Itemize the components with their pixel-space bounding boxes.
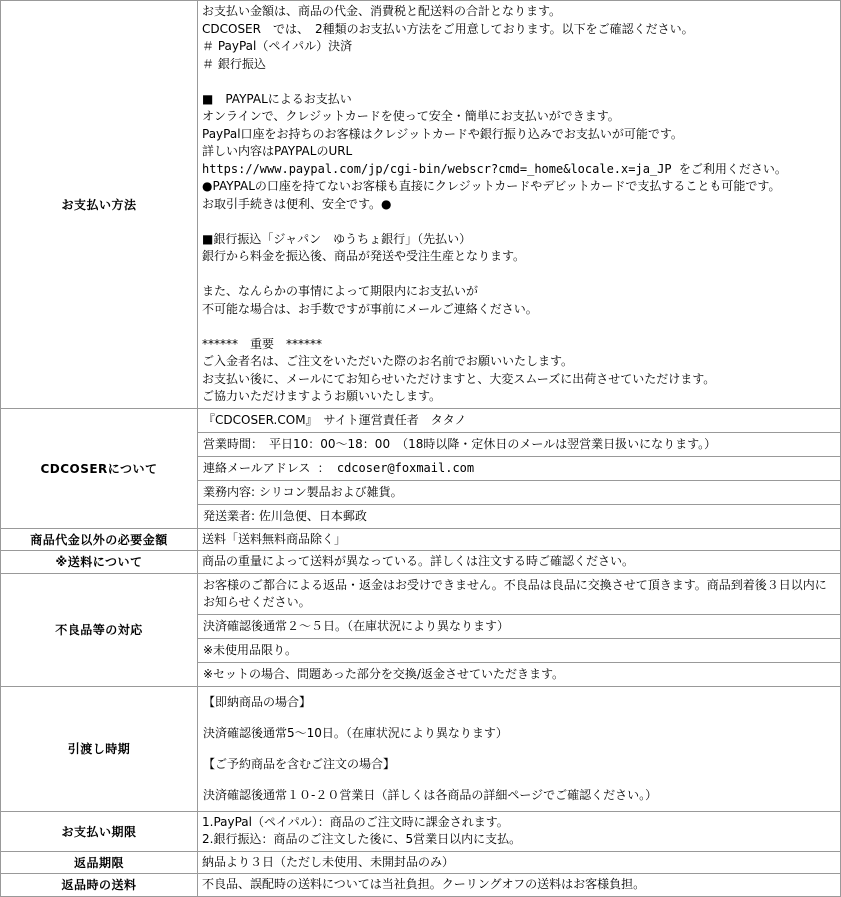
- sub-row: [198, 456, 840, 480]
- content-line: ＃ 銀行振込: [202, 56, 266, 71]
- row-content: [198, 408, 841, 528]
- table-row: [1, 874, 841, 897]
- sub-row: [198, 480, 840, 504]
- content-line: CDCOSER では、 2種類のお支払い方法をご用意しております。以下をご確認ください。: [202, 21, 694, 36]
- sub-cell: 発送業者: 佐川急便、日本郵政: [203, 508, 367, 523]
- content-line: ■ PAYPALによるお支払い: [202, 91, 352, 106]
- spacer-line: [202, 213, 836, 231]
- content-block: [198, 874, 840, 896]
- sub-row: [198, 638, 840, 662]
- sub-row: [198, 504, 840, 528]
- content-line: ご協力いただけますようお願いいたします。: [202, 389, 442, 403]
- content-line: ****** 重要 ******: [202, 336, 323, 351]
- table-row: [1, 851, 841, 874]
- content-line: ■銀行振込「ジャパン ゆうちょ銀行」（先払い）: [202, 231, 472, 246]
- content-line: 銀行から料金を振込後、商品が発送や受注生産となります。: [202, 249, 526, 263]
- content-line: ＃ PayPal（ペイパル）決済: [202, 39, 353, 53]
- spacer-line: [202, 266, 836, 284]
- content-line: PayPal口座をお持ちのお客様はクレジットカードや銀行振り込みでお支払いが可能です。: [202, 126, 683, 141]
- table-row: [1, 811, 841, 851]
- content-line: 詳しい内容はPAYPALのURL: [202, 144, 353, 158]
- table-row: [1, 686, 841, 811]
- row-content: [198, 528, 841, 551]
- row-label: 返品時の送料: [1, 874, 198, 897]
- content-line: オンラインで、クレジットカードを使って安全・簡単にお支払いができます。: [202, 109, 620, 123]
- content-block: [198, 529, 840, 551]
- content-line: お取引手続きは便利、安全です。●: [202, 196, 392, 211]
- content-line: ●PAYPALの口座を持てないお客様も直接にクレジットカードやデビットカードで支払することも可能です。: [202, 179, 781, 193]
- content-line: https://www.paypal.com/jp/cgi-bin/webscr?cmd=_home&locale.x=ja_JP をご利用ください。: [202, 161, 787, 176]
- table-row: [1, 551, 841, 574]
- sub-cell: ※未使用品限り。: [198, 638, 840, 662]
- row-label: 商品代金以外の必要金額: [1, 528, 198, 551]
- row-label: お支払い方法: [1, 1, 198, 409]
- sub-cell: 『CDCOSER.COM』 サイト運営責任者 タタノ: [198, 409, 840, 433]
- content-line: 決済確認後通常１０-２０営業日（詳しくは各商品の詳細ページでご確認ください。）: [203, 787, 658, 802]
- table-row: [1, 408, 841, 528]
- sub-cell: ※セットの場合、問題あった部分を交換/返金させていただきます。: [203, 666, 565, 681]
- content-block: [198, 687, 840, 811]
- content-line: 【ご予約商品を含むご注文の場合】: [203, 756, 396, 771]
- row-label: 引渡し時期: [1, 686, 198, 811]
- content-line: また、なんらかの事情によって期限内にお支払いが: [202, 284, 479, 298]
- row-content: [198, 1, 841, 409]
- spacer-line: [202, 318, 836, 336]
- content-line: 2.銀行振込：商品のご注文した後に、5営業日以内に支払。: [202, 832, 522, 846]
- sub-table: [198, 574, 840, 686]
- row-content: [198, 851, 841, 874]
- content-block: [198, 812, 840, 851]
- spacer-line: [202, 73, 836, 91]
- table-body: [1, 1, 841, 897]
- table-row: [1, 528, 841, 551]
- content-line: 1.PayPal（ペイパル）：商品のご注文時に課金されます。: [202, 814, 509, 829]
- sub-row: [198, 614, 840, 638]
- sub-row: [198, 662, 840, 686]
- row-content: [198, 551, 841, 574]
- content-line: お支払い後に、メールにてお知らせいただけますと、大変スムーズに出荷させていただけます。: [202, 371, 716, 386]
- content-block: [198, 852, 840, 874]
- sub-cell: 決済確認後通常２～５日。（在庫状況により異なります）: [198, 614, 840, 638]
- content-line: 決済確認後通常5～10日。（在庫状況により異なります）: [203, 725, 508, 740]
- sub-cell: 連絡メールアドレス ： cdcoser@foxmail.com: [198, 456, 840, 480]
- table-row: [1, 573, 841, 686]
- content-block: [198, 551, 840, 573]
- row-label: ※送料について: [1, 551, 198, 574]
- content-line: 送料「送料無料商品除く」: [202, 531, 347, 546]
- sub-cell: お客様のご都合による返品・返金はお受けできません。不良品は良品に交換させて頂きます。商品到着後３日以内にお知らせください。: [198, 574, 840, 615]
- sub-row: [198, 409, 840, 433]
- sub-cell: 業務内容: シリコン製品および雑貨。: [198, 480, 840, 504]
- row-label: お支払い期限: [1, 811, 198, 851]
- sub-cell: 営業時間： 平日10：00～18：00 （18時以降・定休日のメールは翌営業日扱いになります。）: [198, 432, 840, 456]
- table-row: [1, 1, 841, 409]
- row-content: [198, 573, 841, 686]
- row-label: 不良品等の対応: [1, 573, 198, 686]
- content-line: お支払い金額は、商品の代金、消費税と配送料の合計となります。: [202, 4, 562, 18]
- sub-row: [198, 574, 840, 615]
- sub-row: [198, 432, 840, 456]
- content-line: 不良品、誤配時の送料については当社負担。クーリングオフの送料はお客様負担。: [202, 877, 646, 891]
- content-line: 【即納商品の場合】: [203, 694, 312, 709]
- content-line: 商品の重量によって送料が異なっている。詳しくは注文する時ご確認ください。: [202, 554, 635, 568]
- row-label: 返品期限: [1, 851, 198, 874]
- row-content: [198, 811, 841, 851]
- row-label: CDCOSERについて: [1, 408, 198, 528]
- row-content: [198, 686, 841, 811]
- content-block: [198, 1, 840, 408]
- content-line: ご入金者名は、ご注文をいただいた際のお名前でお願いいたします。: [202, 354, 574, 368]
- row-content: [198, 874, 841, 897]
- content-line: 納品より３日（ただし未使用、未開封品のみ）: [202, 854, 455, 869]
- content-line: 不可能な場合は、お手数ですが事前にメールご連絡ください。: [202, 301, 538, 316]
- sub-table: [198, 409, 840, 528]
